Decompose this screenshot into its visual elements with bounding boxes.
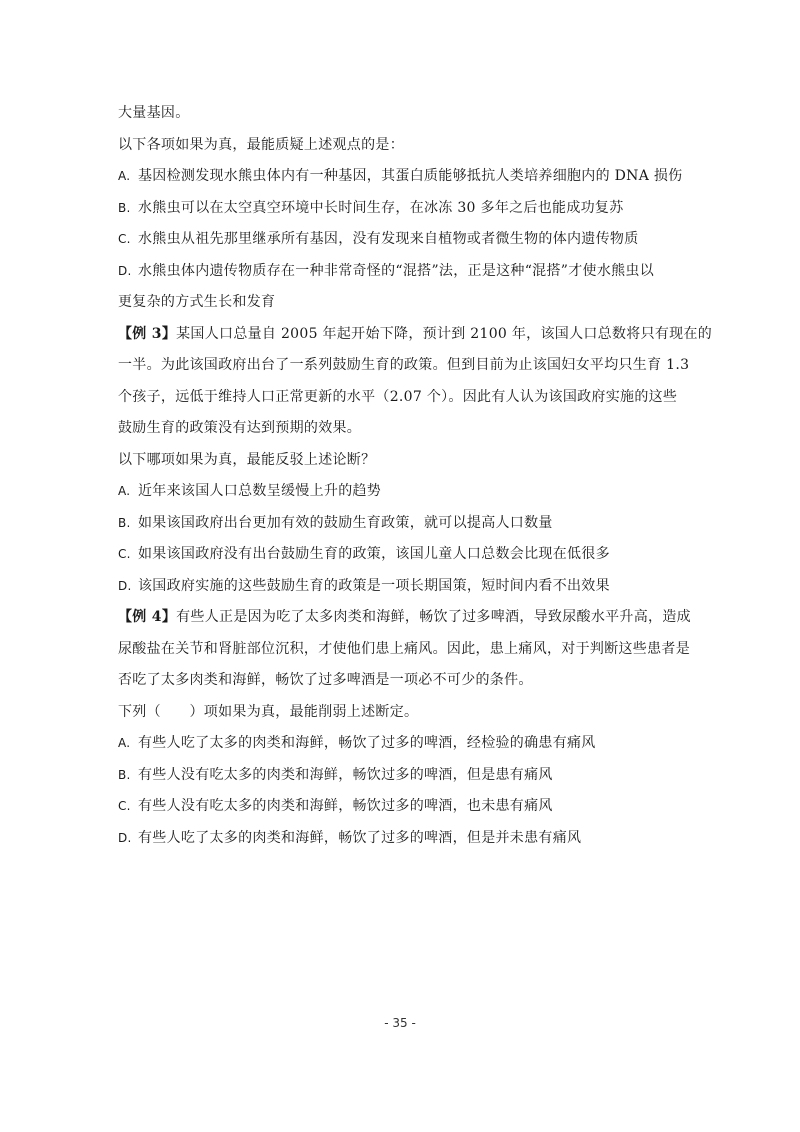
option-text: 有些人吃了太多的肉类和海鲜，畅饮了过多的啤酒，经检验的确患有痛风 (138, 735, 596, 751)
paragraph-line: 否吃了太多肉类和海鲜，畅饮了过多啤酒是一项必不可少的条件。 (118, 672, 533, 688)
option-b (118, 193, 698, 225)
option-d-continuation: 更复杂的方式生长和发育 (118, 294, 276, 310)
question-prompt: 以下各项如果为真，最能质疑上述观点的是： (118, 136, 404, 153)
paragraph-line: 鼓励生育的政策没有达到预期的效果。 (118, 420, 362, 436)
example-4-heading-line (118, 602, 698, 634)
option-text: 有些人没有吃太多的肉类和海鲜，畅饮过多的啤酒，也未患有痛风 (138, 798, 553, 814)
option-letter: A. (118, 169, 131, 183)
option-text: 基因检测发现水熊虫体内有一种基因，其蛋白质能够抵抗人类培养细胞内的 DNA 损伤 (138, 168, 683, 184)
example-label: 【例 4】 (118, 609, 177, 625)
option-letter: B. (118, 767, 131, 782)
option-b (118, 508, 698, 540)
question-prompt: 以下哪项如果为真，最能反驳上述论断？ (118, 451, 376, 468)
option-c (118, 791, 698, 823)
paragraph-text: 某国人口总量自 2005 年起开始下降，预计到 2100 年，该国人口总数将只有现在的 (176, 325, 713, 342)
option-text: 有些人吃了太多的肉类和海鲜，畅饮了过多的啤酒，但是并未患有痛风 (138, 829, 582, 846)
option-letter: B. (118, 200, 131, 215)
option-b (118, 760, 698, 792)
paragraph-text: 有些人正是因为吃了太多肉类和海鲜，畅饮了过多啤酒，导致尿酸水平升高，造成 (176, 609, 691, 625)
option-d (118, 571, 698, 603)
option-a (118, 728, 698, 760)
option-text: 水熊虫从祖先那里继承所有基因，没有发现来自植物或者微生物的体内遗传物质 (138, 231, 639, 247)
option-text: 该国政府实施的这些鼓励生育的政策是一项长期国策，短时间内看不出效果 (138, 577, 610, 594)
example-label: 【例 3】 (118, 325, 177, 342)
option-text: 水熊虫体内遗传物质存在一种非常奇怪的“混搭”法，正是这种“混搭”才使水熊虫以 (138, 262, 655, 279)
option-a (118, 161, 698, 193)
option-letter: C. (118, 547, 131, 561)
option-text: 水熊虫可以在太空真空环境中长时间生存，在冰冻 30 多年之后也能成功复苏 (138, 199, 624, 216)
option-text: 有些人没有吃太多的肉类和海鲜，畅饮过多的啤酒，但是患有痛风 (138, 766, 553, 783)
option-letter: D. (118, 830, 132, 845)
option-c (118, 224, 698, 256)
option-letter: B. (118, 515, 131, 530)
option-text: 如果该国政府出台更加有效的鼓励生育政策，就可以提高人口数量 (138, 514, 553, 531)
paragraph-line: 一半。为此该国政府出台了一系列鼓励生育的政策。但到目前为止该国妇女平均只生育 1.3 (118, 357, 690, 373)
option-text: 近年来该国人口总数呈缓慢上升的趋势 (138, 483, 382, 499)
page-body (118, 98, 713, 854)
option-a (118, 476, 698, 508)
option-letter: D. (118, 263, 132, 278)
paragraph-line: 大量基因。 (118, 105, 190, 121)
question-prompt: 下列（ ）项如果为真，最能削弱上述断定。 (118, 703, 419, 720)
option-c (118, 539, 698, 571)
option-text: 如果该国政府没有出台鼓励生育的政策，该国儿童人口总数会比现在低很多 (138, 546, 610, 562)
option-letter: A. (118, 736, 131, 750)
paragraph-line: 尿酸盐在关节和肾脏部位沉积，才使他们患上痛风。因此，患上痛风，对于判断这些患者是 (118, 640, 690, 657)
option-d (118, 256, 698, 288)
option-letter: C. (118, 799, 131, 813)
option-letter: D. (118, 578, 132, 593)
example-3-heading-line (118, 319, 713, 351)
page-number: - 35 - (384, 1016, 416, 1030)
option-letter: C. (118, 232, 131, 246)
option-d (118, 823, 698, 855)
option-letter: A. (118, 484, 131, 498)
paragraph-line: 个孩子，远低于维持人口正常更新的水平（2.07 个）。因此有人认为该国政府实施的这些 (118, 388, 678, 405)
